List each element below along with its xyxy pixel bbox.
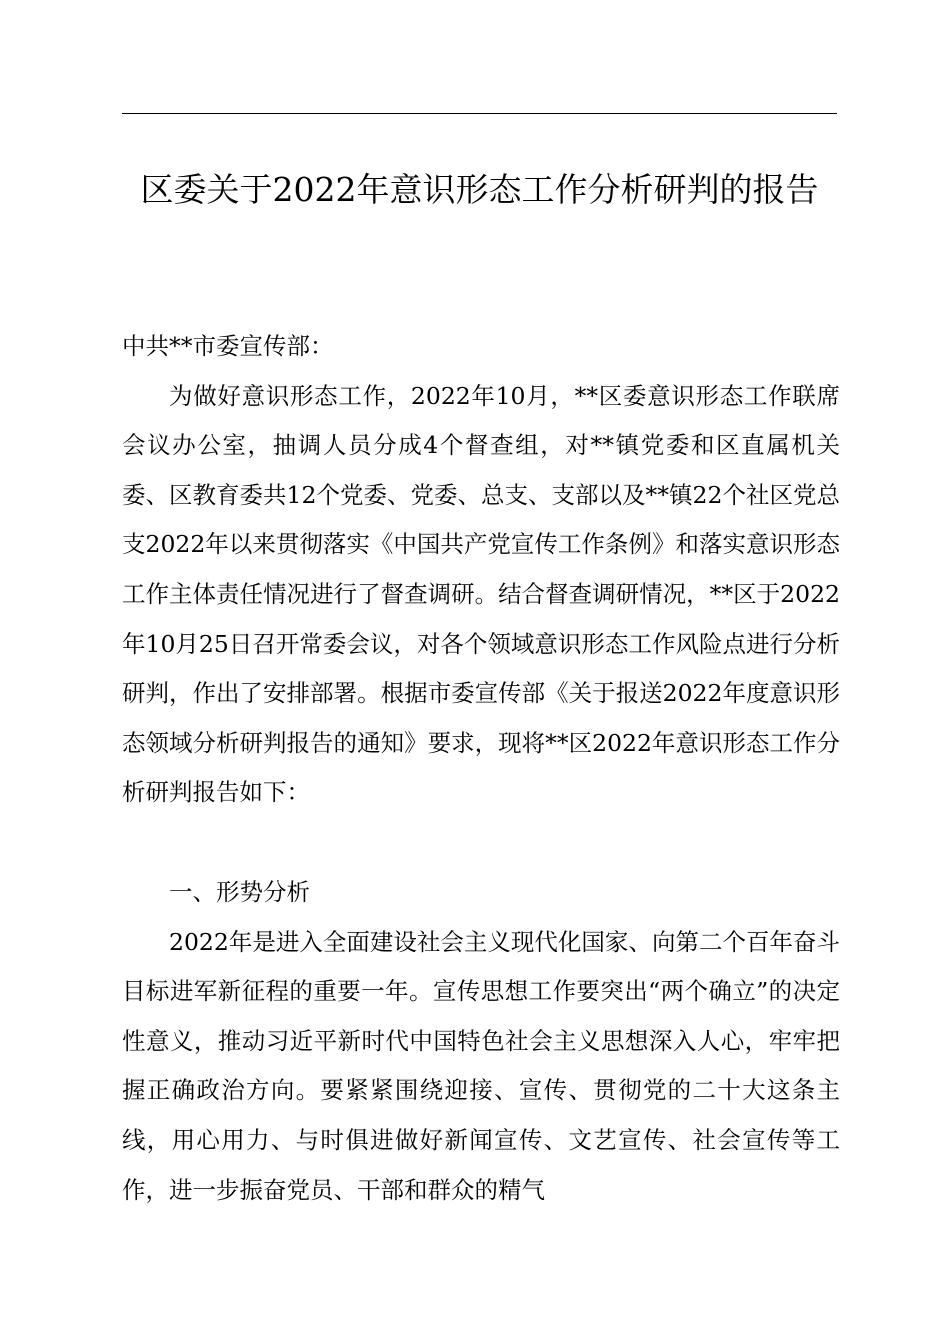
section-paragraph: 2022年是进入全面建设社会主义现代化国家、向第二个百年奋斗目标进军新征程的重要一年。宣传思想工作要突出“两个确立”的决定性意义，推动习近平新时代中国特色社会主义思想深入人心，牢牢把握正确政治方向。要紧紧围绕迎接、宣传、贯彻党的二十大这条主线，用心用力、与时俱进做好新闻宣传、文艺宣传、社会宣传等工作，进一步振奋党员、干部和群众的精气 bbox=[122, 927, 840, 1204]
document-body bbox=[122, 322, 840, 1215]
salutation: 中共**市委宣传部： bbox=[122, 332, 334, 360]
header-rule bbox=[122, 113, 837, 114]
document-title: 区委关于2022年意识形态工作分析研判的报告 bbox=[140, 170, 819, 209]
paragraph-spacer bbox=[122, 818, 840, 868]
section-heading: 一、形势分析 bbox=[169, 877, 310, 906]
intro-paragraph: 为做好意识形态工作，2022年10月，**区委意识形态工作联席会议办公室，抽调人员分成4个督查组，对**镇党委和区直属机关委、区教育委共12个党委、党委、总支、支部以及**镇22个社区党总支2022年以来贯彻落实《中国共产党宣传工作条例》和落实意识形态工作主体责任情况进行了督查调研。结合督查调研情况，**区于2022年10月25日召开常委会议，对各个领域意识形态工作风险点进行分析研判，作出了安排部署。根据市委宣传部《关于报送2022年度意识形态领域分析研判报告的通知》要求，现将**区2022年意识形态工作分析研判报告如下： bbox=[122, 381, 840, 807]
